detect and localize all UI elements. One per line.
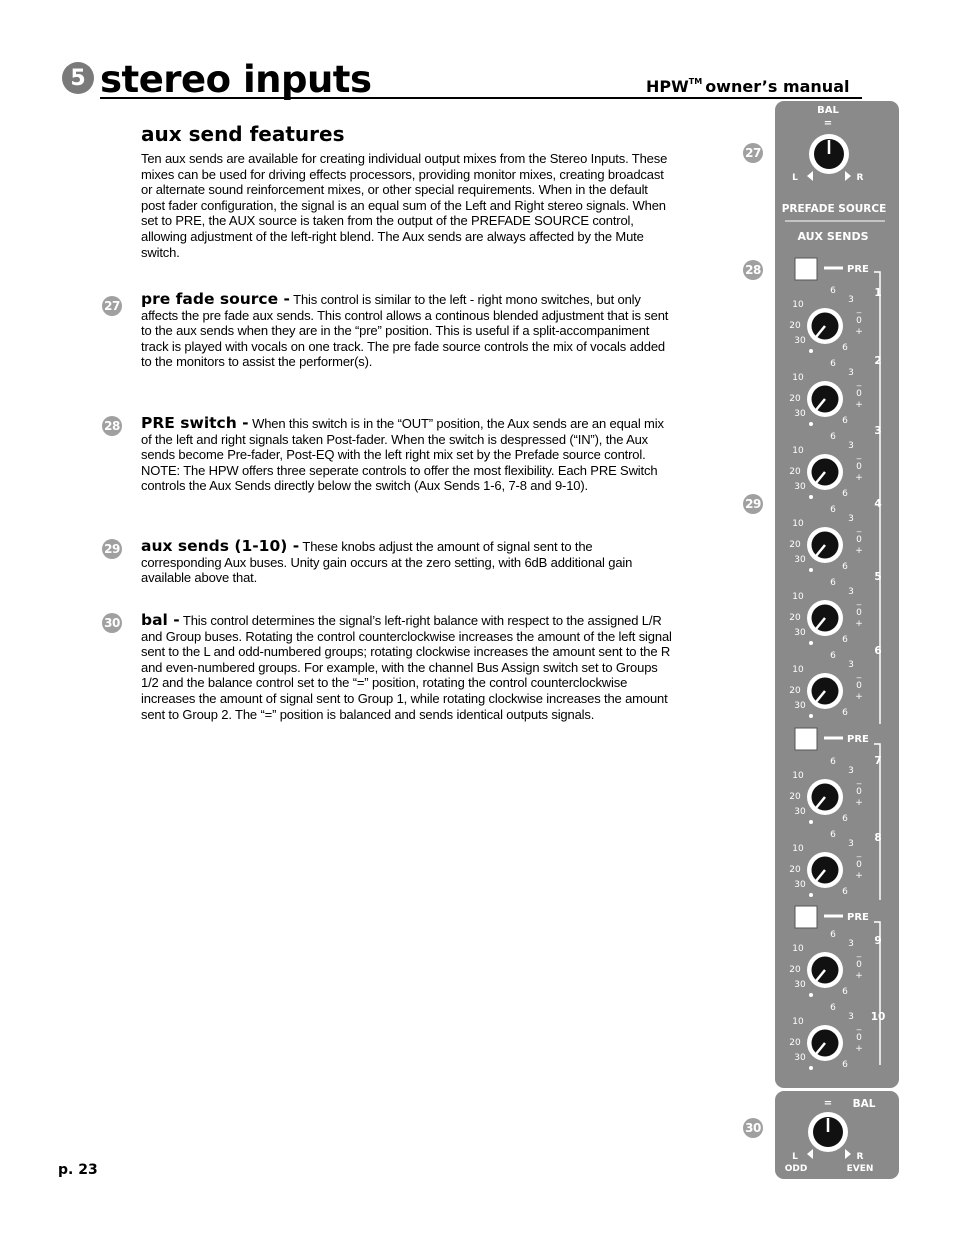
aux7-scale-20: 20 xyxy=(789,792,801,802)
aux2-min-dot xyxy=(809,422,813,426)
aux10-scale-minus: _ xyxy=(856,1021,862,1031)
callout-27: 27 xyxy=(743,143,763,163)
aux9-scale-10: 10 xyxy=(792,944,804,954)
aux7-scale-0: 0 xyxy=(856,787,862,797)
bal-top-label: BAL xyxy=(817,105,839,116)
aux1-scale-3: 3 xyxy=(848,295,854,305)
aux1-min-dot xyxy=(809,349,813,353)
aux8-min-dot xyxy=(809,893,813,897)
aux5-scale-3: 3 xyxy=(848,587,854,597)
aux7-scale-6-bottom: 6 xyxy=(842,814,848,824)
aux-number-4: 4 xyxy=(874,498,882,510)
aux7-scale-minus: _ xyxy=(856,775,862,785)
aux4-scale-6-top: 6 xyxy=(830,505,836,515)
aux-number-1: 1 xyxy=(874,287,882,299)
pre-switch-2[interactable] xyxy=(795,728,817,750)
feature-number-30: 30 xyxy=(102,613,122,633)
aux9-scale-20: 20 xyxy=(789,965,801,975)
aux10-scale-plus: + xyxy=(855,1044,863,1054)
aux9-min-dot xyxy=(809,993,813,997)
aux10-scale-3: 3 xyxy=(848,1012,854,1022)
aux3-scale-6-top: 6 xyxy=(830,432,836,442)
aux-number-8: 8 xyxy=(874,832,882,844)
aux8-scale-plus: + xyxy=(855,871,863,881)
aux9-scale-6-top: 6 xyxy=(830,930,836,940)
aux4-scale-plus: + xyxy=(855,546,863,556)
pre-label: PRE xyxy=(847,912,869,923)
aux2-scale-3: 3 xyxy=(848,368,854,378)
aux8-scale-6-bottom: 6 xyxy=(842,887,848,897)
aux8-scale-30: 30 xyxy=(794,880,806,890)
trademark-mark: TM xyxy=(688,77,703,86)
pre-switch-3[interactable] xyxy=(795,906,817,928)
aux3-scale-30: 30 xyxy=(794,482,806,492)
right-label: R xyxy=(856,173,864,183)
aux1-scale-plus: + xyxy=(855,327,863,337)
aux7-scale-plus: + xyxy=(855,798,863,808)
feature-text: This control is similar to the left - right mono switches, but only affects the pre fade aux sends. This control allows a continous blended adjustment that is sent to the aux sends when they are in the “pre” position. This is useful if a split-accompaniment track is played with vocals on one track. The pre fade source controls the mix of vocals added to the monitors to assist the performer(s). xyxy=(141,292,669,370)
aux-number-5: 5 xyxy=(874,571,882,583)
feature-number-29: 29 xyxy=(102,539,122,559)
feature-text: This control determines the signal’s left-right balance with respect to the assigned L/R and Group buses. Rotating the control counterclockwise increases the amount of the left signal sent to the L and odd-numbered groups; rotating clockwise increases the amount sent to the R and even-numbered groups. For example, with the channel Bus Assign switch set to Groups 1/2 and the balance control set to the “=” position, rotating the control counterclockwise increases the amount of signal sent to Group 1, while rotating clockwise increases the amount sent to Group 2. The “=” position is balanced and sends identical outputs signals. xyxy=(141,613,672,722)
aux3-scale-6-bottom: 6 xyxy=(842,489,848,499)
aux5-min-dot xyxy=(809,641,813,645)
aux-number-9: 9 xyxy=(874,935,882,947)
aux5-scale-minus: _ xyxy=(856,596,862,606)
aux10-scale-30: 30 xyxy=(794,1053,806,1063)
aux3-min-dot xyxy=(809,495,813,499)
aux-number-7: 7 xyxy=(874,755,882,767)
prefade-source-knob[interactable] xyxy=(809,134,849,174)
bal-bottom-center-mark: = xyxy=(823,1098,833,1109)
aux1-scale-10: 10 xyxy=(792,300,804,310)
aux7-scale-30: 30 xyxy=(794,807,806,817)
aux10-scale-6-bottom: 6 xyxy=(842,1060,848,1070)
aux5-scale-10: 10 xyxy=(792,592,804,602)
aux4-scale-3: 3 xyxy=(848,514,854,524)
feature-text: When this switch is in the “OUT” position, the Aux sends are an equal mix of the left and right signals taken Post-fader. When the switch is despressed (“IN”), the Aux sends become Pre-fader, Post-EQ with the left right mix set by the Prefade source control. NOTE: The HPW offers three seperate controls to offer the most flexibility. Each PRE Switch controls the Aux Sends directly below the switch (Aux Sends 1-6, 7-8 and 9-10). xyxy=(141,416,664,494)
aux4-scale-0: 0 xyxy=(856,535,862,545)
page-number: p. 23 xyxy=(58,1162,98,1178)
odd-label: ODD xyxy=(784,1164,808,1174)
aux2-scale-plus: + xyxy=(855,400,863,410)
aux3-scale-10: 10 xyxy=(792,446,804,456)
aux9-scale-plus: + xyxy=(855,971,863,981)
pre-label: PRE xyxy=(847,264,869,275)
manual-brand: HPW xyxy=(646,77,689,96)
section-heading: aux send features xyxy=(141,122,345,146)
aux9-scale-minus: _ xyxy=(856,948,862,958)
aux-number-6: 6 xyxy=(874,645,882,657)
aux7-scale-3: 3 xyxy=(848,766,854,776)
feature-title: bal - xyxy=(141,611,180,629)
aux6-scale-minus: _ xyxy=(856,669,862,679)
aux8-scale-6-top: 6 xyxy=(830,830,836,840)
aux-number-2: 2 xyxy=(874,355,882,367)
intro-paragraph: Ten aux sends are available for creating individual output mixes from the Stereo Inputs. These mixes can be used for driving effects processors, providing monitor mixes, creating broadcast or alternate sound reinforcement mixes, or other special requirements. When in the default post fader configuration, the signal is an equal sum of the Left and Right stereo signals. When set to PRE, the AUX source is taken from the output of the PREFADE SOURCE control, allowing adjustment of the left-right blend. The Aux sends are always affected by the Mute switch. xyxy=(141,151,668,260)
feature-number-27: 27 xyxy=(102,296,122,316)
bal-bottom-label: BAL xyxy=(852,1098,876,1110)
callout-29: 29 xyxy=(743,494,763,514)
aux5-scale-plus: + xyxy=(855,619,863,629)
bal-right-label: R xyxy=(856,1152,864,1162)
aux-sends-label: AUX SENDS xyxy=(797,230,869,243)
bal-knob[interactable] xyxy=(808,1112,848,1152)
aux4-scale-10: 10 xyxy=(792,519,804,529)
aux2-scale-30: 30 xyxy=(794,409,806,419)
prefade-source-label: PREFADE SOURCE xyxy=(781,203,887,215)
aux6-scale-30: 30 xyxy=(794,701,806,711)
aux8-scale-3: 3 xyxy=(848,839,854,849)
aux6-scale-6-top: 6 xyxy=(830,651,836,661)
callout-30: 30 xyxy=(743,1118,763,1138)
aux2-scale-6-bottom: 6 xyxy=(842,416,848,426)
aux7-scale-10: 10 xyxy=(792,771,804,781)
aux2-scale-10: 10 xyxy=(792,373,804,383)
aux9-scale-3: 3 xyxy=(848,939,854,949)
aux4-scale-20: 20 xyxy=(789,540,801,550)
left-label: L xyxy=(792,173,798,183)
aux10-scale-0: 0 xyxy=(856,1033,862,1043)
manual-suffix: owner’s manual xyxy=(705,77,850,96)
aux10-min-dot xyxy=(809,1066,813,1070)
aux7-min-dot xyxy=(809,820,813,824)
feature-title: PRE switch - xyxy=(141,414,249,432)
aux5-scale-30: 30 xyxy=(794,628,806,638)
even-label: EVEN xyxy=(846,1164,874,1174)
aux9-scale-6-bottom: 6 xyxy=(842,987,848,997)
callout-28: 28 xyxy=(743,260,763,280)
aux2-scale-0: 0 xyxy=(856,389,862,399)
feature-number-28: 28 xyxy=(102,416,122,436)
pre-switch-1[interactable] xyxy=(795,258,817,280)
aux2-scale-20: 20 xyxy=(789,394,801,404)
aux8-scale-minus: _ xyxy=(856,848,862,858)
aux8-scale-20: 20 xyxy=(789,865,801,875)
aux6-min-dot xyxy=(809,714,813,718)
aux6-scale-6-bottom: 6 xyxy=(842,708,848,718)
pre-label: PRE xyxy=(847,734,869,745)
bal-left-label: L xyxy=(792,1152,798,1162)
bal-center-mark: = xyxy=(823,118,833,129)
aux5-scale-6-bottom: 6 xyxy=(842,635,848,645)
aux7-scale-6-top: 6 xyxy=(830,757,836,767)
aux1-scale-minus: _ xyxy=(856,304,862,314)
aux4-min-dot xyxy=(809,568,813,572)
chapter-number-badge: 5 xyxy=(62,62,94,94)
aux10-scale-6-top: 6 xyxy=(830,1003,836,1013)
aux9-scale-0: 0 xyxy=(856,960,862,970)
feature-title: pre fade source - xyxy=(141,290,290,308)
aux6-scale-plus: + xyxy=(855,692,863,702)
aux3-scale-20: 20 xyxy=(789,467,801,477)
aux1-scale-0: 0 xyxy=(856,316,862,326)
aux5-scale-0: 0 xyxy=(856,608,862,618)
aux-number-10: 10 xyxy=(870,1011,886,1023)
aux1-scale-6-bottom: 6 xyxy=(842,343,848,353)
aux10-scale-10: 10 xyxy=(792,1017,804,1027)
aux6-scale-10: 10 xyxy=(792,665,804,675)
aux3-scale-0: 0 xyxy=(856,462,862,472)
aux3-scale-minus: _ xyxy=(856,450,862,460)
aux5-scale-6-top: 6 xyxy=(830,578,836,588)
aux3-scale-3: 3 xyxy=(848,441,854,451)
aux1-scale-6-top: 6 xyxy=(830,286,836,296)
aux6-scale-0: 0 xyxy=(856,681,862,691)
aux5-scale-20: 20 xyxy=(789,613,801,623)
aux9-scale-30: 30 xyxy=(794,980,806,990)
feature-title: aux sends (1-10) - xyxy=(141,537,300,555)
aux-number-3: 3 xyxy=(874,425,882,437)
aux1-scale-20: 20 xyxy=(789,321,801,331)
aux4-scale-6-bottom: 6 xyxy=(842,562,848,572)
feature-text: These knobs adjust the amount of signal sent to the corresponding Aux buses. Unity gain occurs at the zero setting, with 6dB additional gain available above that. xyxy=(141,539,633,586)
aux2-scale-minus: _ xyxy=(856,377,862,387)
aux6-scale-3: 3 xyxy=(848,660,854,670)
aux3-scale-plus: + xyxy=(855,473,863,483)
aux1-scale-30: 30 xyxy=(794,336,806,346)
aux4-scale-30: 30 xyxy=(794,555,806,565)
page-title: stereo inputs xyxy=(100,58,372,101)
aux2-scale-6-top: 6 xyxy=(830,359,836,369)
aux8-scale-10: 10 xyxy=(792,844,804,854)
aux10-scale-20: 20 xyxy=(789,1038,801,1048)
aux6-scale-20: 20 xyxy=(789,686,801,696)
aux4-scale-minus: _ xyxy=(856,523,862,533)
aux8-scale-0: 0 xyxy=(856,860,862,870)
